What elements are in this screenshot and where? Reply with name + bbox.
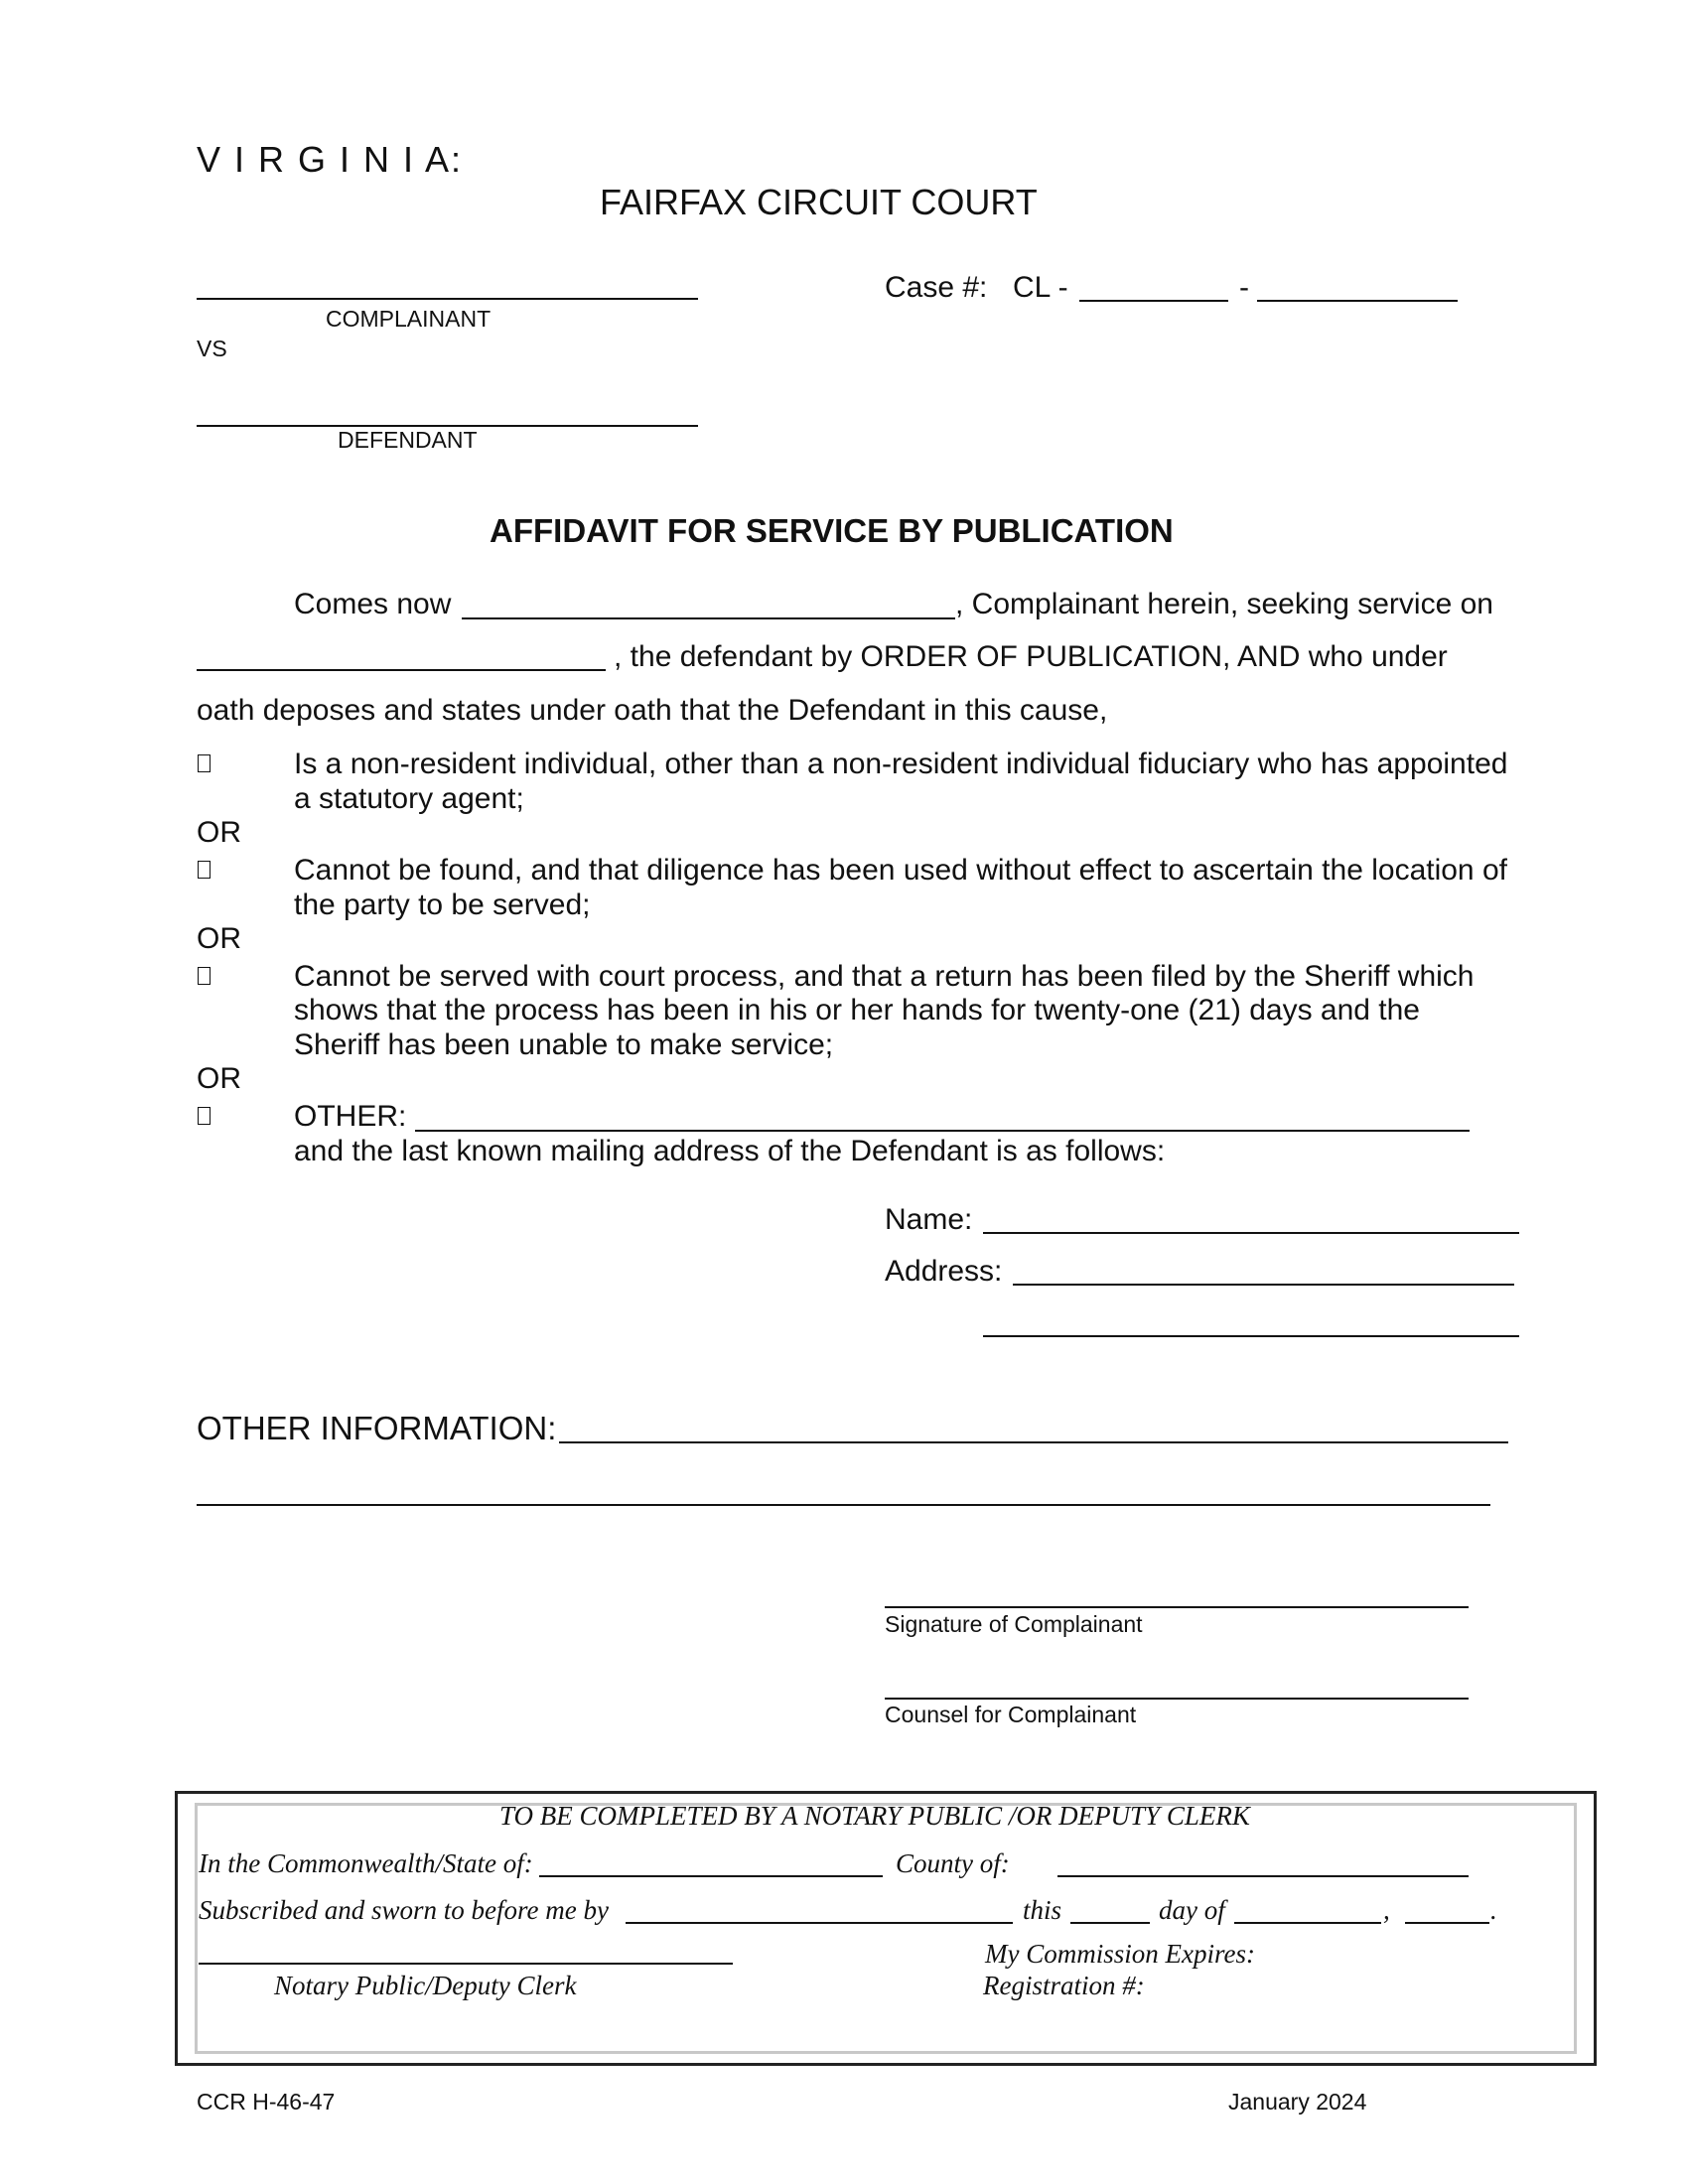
case-prefix: CL - — [1013, 271, 1068, 304]
mailing-address-text: and the last known mailing address of the Defendant is as follows: — [294, 1135, 1166, 1167]
commonwealth-label: In the Commonwealth/State of: — [199, 1848, 533, 1878]
form-date: January 2024 — [1228, 2089, 1367, 2115]
other-label: OTHER: — [294, 1100, 407, 1133]
other-field[interactable] — [415, 1130, 1470, 1132]
oath-text: oath deposes and states under oath that the Defendant in this cause, — [197, 694, 1108, 727]
form-number: CCR H-46-47 — [197, 2089, 336, 2115]
commonwealth-field[interactable] — [539, 1875, 883, 1877]
defendant-name-field[interactable] — [197, 669, 606, 671]
or-label: OR — [197, 1062, 241, 1095]
notary-section — [175, 1791, 1597, 2066]
option-checkbox-nonresident[interactable] — [198, 754, 211, 772]
option-text: Cannot be served with court process, and that a return has been filed by the Sheriff which — [294, 960, 1475, 993]
complainant-name-line[interactable] — [197, 298, 698, 300]
counsel-signature-label: Counsel for Complainant — [885, 1702, 1137, 1727]
day-of-label: day of — [1159, 1895, 1225, 1925]
this-label: this — [1023, 1895, 1062, 1925]
notary-label: Notary Public/Deputy Clerk — [274, 1971, 577, 2000]
option-text: the party to be served; — [294, 888, 591, 921]
complainant-herein-text: , Complainant herein, seeking service on — [955, 588, 1493, 620]
other-information-label: OTHER INFORMATION: — [197, 1410, 557, 1446]
other-information-field-2[interactable] — [197, 1504, 1490, 1506]
court-name: FAIRFAX CIRCUIT COURT — [600, 182, 1038, 222]
notary-inner-frame — [195, 1803, 1577, 2054]
counsel-signature-line[interactable] — [885, 1698, 1469, 1700]
month-field[interactable] — [1234, 1922, 1381, 1924]
county-field[interactable] — [1057, 1875, 1469, 1877]
other-information-field-1[interactable] — [559, 1441, 1508, 1443]
sworn-label: Subscribed and sworn to before me by — [199, 1895, 609, 1925]
option-checkbox-not-served[interactable] — [198, 967, 211, 985]
defendant-order-text: , the defendant by ORDER OF PUBLICATION, AND who under — [614, 640, 1448, 673]
registration-label: Registration #: — [983, 1971, 1145, 2000]
case-number-label: Case #: — [885, 271, 988, 304]
name-label: Name: — [885, 1203, 973, 1236]
period: . — [1490, 1895, 1497, 1925]
address-label: Address: — [885, 1255, 1003, 1288]
address-field-line-1[interactable] — [1013, 1284, 1514, 1286]
or-label: OR — [197, 922, 241, 955]
comes-now-text: Comes now — [294, 588, 452, 620]
case-number-field[interactable] — [1257, 300, 1458, 302]
affidavit-title: AFFIDAVIT FOR SERVICE BY PUBLICATION — [490, 512, 1174, 549]
commission-expires-label: My Commission Expires: — [985, 1939, 1255, 1969]
case-year-field[interactable] — [1079, 300, 1228, 302]
state-heading: V I R G I N I A: — [197, 139, 464, 180]
complainant-signature-line[interactable] — [885, 1606, 1469, 1608]
county-label: County of: — [896, 1848, 1010, 1878]
case-dash: - — [1239, 271, 1249, 304]
sworn-by-field[interactable] — [626, 1922, 1013, 1924]
option-text: Cannot be found, and that diligence has been used without effect to ascertain the location of — [294, 854, 1507, 887]
comma: , — [1383, 1895, 1390, 1925]
option-text: shows that the process has been in his or her hands for twenty-one (21) days and the — [294, 994, 1420, 1026]
option-checkbox-other[interactable] — [198, 1107, 211, 1125]
vs-label: VS — [197, 336, 227, 361]
day-field[interactable] — [1070, 1922, 1150, 1924]
defendant-label: DEFENDANT — [338, 427, 478, 453]
notary-signature-line[interactable] — [199, 1963, 733, 1965]
year-field[interactable] — [1405, 1922, 1489, 1924]
option-text: Sheriff has been unable to make service; — [294, 1028, 834, 1061]
option-checkbox-not-found[interactable] — [198, 861, 211, 879]
option-text: a statutory agent; — [294, 782, 524, 815]
complainant-signature-label: Signature of Complainant — [885, 1611, 1143, 1637]
complainant-label: COMPLAINANT — [326, 306, 492, 332]
address-field-line-2[interactable] — [983, 1335, 1519, 1337]
option-text: Is a non-resident individual, other than a non-resident individual fiduciary who has appointed — [294, 748, 1508, 780]
or-label: OR — [197, 816, 241, 849]
complainant-name-field[interactable] — [462, 617, 955, 619]
notary-heading: TO BE COMPLETED BY A NOTARY PUBLIC /OR DEPUTY CLERK — [499, 1801, 1250, 1831]
name-field[interactable] — [983, 1232, 1519, 1234]
